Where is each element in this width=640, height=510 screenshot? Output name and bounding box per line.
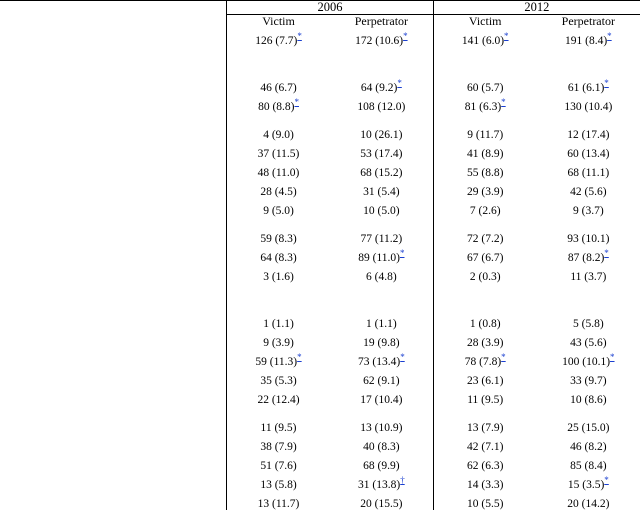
footnote-link[interactable]: * (501, 96, 506, 107)
significance-marker[interactable] (501, 352, 506, 362)
data-cell: 13 (10.9) (360, 421, 403, 434)
column-header-row (0, 15, 640, 28)
data-cell (227, 283, 330, 302)
row-label (0, 387, 227, 406)
data-cell: 59 (8.3) (227, 226, 330, 245)
spacer-cell (537, 302, 640, 311)
table-spacer-row (0, 113, 640, 122)
table-row (0, 311, 640, 330)
header-blank-cell (0, 15, 227, 28)
data-cell: 31 (13.8)† (358, 474, 405, 491)
data-cell: 11 (9.5) (227, 415, 330, 434)
data-cell: 35 (5.3) (227, 368, 330, 387)
data-cell: 43 (5.6) (570, 336, 607, 349)
table-head (0, 1, 640, 28)
row-label (0, 415, 227, 434)
footnote-link[interactable]: * (607, 30, 612, 41)
data-cell: 11 (3.7) (570, 270, 607, 283)
data-cell: 42 (5.6) (570, 185, 607, 198)
spacer-cell (537, 217, 640, 226)
data-cell: 126 (7.7)* (227, 28, 330, 47)
row-label (0, 245, 227, 264)
data-cell: 13 (5.8) (227, 472, 330, 491)
footnote-link[interactable]: * (501, 351, 506, 362)
row-label (0, 198, 227, 217)
table-row (0, 368, 640, 387)
data-cell: 22 (12.4) (227, 387, 330, 406)
data-cell: 38 (7.9) (227, 434, 330, 453)
spacer-cell (330, 113, 433, 122)
data-cell: 4 (9.0) (227, 122, 330, 141)
data-cell: 78 (7.8)* (433, 349, 536, 368)
spacer-cell (433, 302, 536, 311)
data-cell: 53 (17.4) (360, 147, 403, 160)
row-label (0, 226, 227, 245)
data-cell: 85 (8.4) (570, 459, 607, 472)
footnote-link[interactable]: * (294, 96, 299, 107)
footnote-link[interactable]: * (397, 77, 402, 88)
table-row (0, 226, 640, 245)
data-cell: 73 (13.4)* (358, 351, 405, 368)
data-cell: 46 (6.7) (227, 75, 330, 94)
row-label (0, 434, 227, 453)
spacer-cell (0, 406, 227, 415)
data-cell: 172 (10.6)* (355, 30, 408, 47)
column-header-victim-2012: Victim (433, 15, 536, 28)
data-cell: 11 (9.5) (433, 387, 536, 406)
significance-marker[interactable] (607, 31, 612, 41)
data-cell: 191 (8.4)* (564, 30, 612, 47)
significance-marker[interactable] (604, 248, 609, 258)
data-cell: 61 (6.1)* (567, 77, 609, 94)
column-header-perpetrator-2006: Perpetrator (354, 14, 409, 29)
data-cell: 87 (8.2)* (567, 247, 609, 264)
data-cell: 67 (6.7) (433, 245, 536, 264)
spacer-cell (537, 66, 640, 75)
table-row (0, 453, 640, 472)
data-cell: 42 (7.1) (433, 434, 536, 453)
table-row (0, 75, 640, 94)
row-label (0, 47, 227, 66)
column-header-perpetrator-2012: Perpetrator (561, 14, 615, 29)
data-cell (433, 283, 536, 302)
row-label (0, 453, 227, 472)
data-cell: 10 (8.6) (570, 393, 607, 406)
table-spacer-row (0, 217, 640, 226)
spacer-cell (433, 406, 536, 415)
data-cell: 28 (4.5) (227, 179, 330, 198)
data-cell: 60 (5.7) (433, 75, 536, 94)
spacer-cell (227, 406, 330, 415)
data-cell: 33 (9.7) (570, 374, 607, 387)
data-cell: 5 (5.8) (572, 317, 604, 330)
table-row (0, 179, 640, 198)
table-row (0, 141, 640, 160)
spacer-cell (330, 66, 433, 75)
data-cell: 20 (15.5) (360, 497, 403, 510)
footnote-link[interactable]: * (604, 247, 609, 258)
table-row (0, 283, 640, 302)
table-row (0, 198, 640, 217)
data-cell: 9 (11.7) (433, 122, 536, 141)
data-cell: 13 (11.7) (227, 491, 330, 510)
spacer-cell (433, 217, 536, 226)
table-row (0, 415, 640, 434)
row-label (0, 349, 227, 368)
table-spacer-row (0, 302, 640, 311)
data-cell (330, 283, 433, 302)
significance-marker[interactable] (400, 248, 405, 258)
data-cell: 17 (10.4) (360, 393, 403, 406)
data-cell: 48 (11.0) (227, 160, 330, 179)
spacer-cell (433, 113, 536, 122)
data-cell: 2 (0.3) (433, 264, 536, 283)
spacer-cell (227, 113, 330, 122)
spacer-cell (0, 217, 227, 226)
data-cell: 12 (17.4) (567, 128, 610, 141)
data-cell: 64 (8.3) (227, 245, 330, 264)
significance-marker[interactable] (294, 97, 299, 107)
data-cell: 29 (3.9) (433, 179, 536, 198)
table-row (0, 160, 640, 179)
table-row (0, 245, 640, 264)
data-cell: 68 (9.9) (363, 459, 400, 472)
data-cell: 9 (3.7) (572, 204, 604, 217)
footnote-link[interactable]: * (504, 30, 509, 41)
data-cell: 100 (10.1)* (562, 351, 615, 368)
table-row (0, 491, 640, 510)
data-cell: 46 (8.2) (570, 440, 607, 453)
row-label (0, 264, 227, 283)
data-cell: 62 (9.1) (363, 374, 400, 387)
table-row (0, 349, 640, 368)
footnote-link[interactable]: * (400, 351, 405, 362)
data-cell: 10 (5.0) (363, 204, 400, 217)
data-cell: 77 (11.2) (360, 232, 403, 245)
spacer-cell (0, 113, 227, 122)
row-label (0, 141, 227, 160)
spacer-cell (330, 217, 433, 226)
data-cell: 59 (11.3)* (227, 349, 330, 368)
data-cell: 68 (11.1) (567, 166, 610, 179)
data-cell: 62 (6.3) (433, 453, 536, 472)
column-header-victim-2006: Victim (227, 15, 330, 28)
footnote-link[interactable]: * (399, 247, 405, 258)
data-cell: 60 (13.4) (567, 147, 610, 160)
significance-marker[interactable] (501, 97, 506, 107)
data-cell (330, 47, 433, 66)
data-cell: 41 (8.9) (433, 141, 536, 160)
row-label (0, 283, 227, 302)
footnote-link[interactable]: * (297, 30, 302, 41)
data-cell (433, 47, 536, 66)
row-label (0, 160, 227, 179)
footnote-link[interactable]: * (604, 77, 609, 88)
data-cell: 13 (7.9) (433, 415, 536, 434)
table-row (0, 387, 640, 406)
table-row (0, 122, 640, 141)
significance-marker[interactable] (504, 31, 509, 41)
significance-marker[interactable] (604, 78, 609, 88)
data-cell: 108 (12.0) (357, 100, 406, 113)
spacer-cell (0, 302, 227, 311)
data-cell: 68 (15.2) (360, 166, 403, 179)
table-spacer-row (0, 66, 640, 75)
table-row (0, 330, 640, 349)
data-cell: 141 (6.0)* (433, 28, 536, 47)
data-cell: 1 (1.1) (366, 317, 397, 330)
row-label (0, 311, 227, 330)
data-cell: 55 (8.8) (433, 160, 536, 179)
data-cell: 10 (5.5) (433, 491, 536, 510)
data-cell: 6 (4.8) (366, 270, 397, 283)
data-cell: 31 (5.4) (363, 185, 400, 198)
table-body (0, 28, 640, 510)
row-label (0, 122, 227, 141)
spacer-cell (537, 113, 640, 122)
data-cell: 89 (11.0)* (358, 247, 405, 264)
spacer-cell (227, 66, 330, 75)
data-cell: 64 (9.2)* (360, 77, 402, 94)
footnote-link[interactable]: * (610, 351, 615, 362)
significance-marker[interactable] (297, 31, 302, 41)
data-cell: 9 (3.9) (227, 330, 330, 349)
row-label (0, 330, 227, 349)
significance-marker[interactable] (297, 352, 302, 362)
year-header-row (0, 1, 640, 15)
footnote-link[interactable]: * (604, 474, 609, 485)
data-cell: 14 (3.3) (433, 472, 536, 491)
data-cell: 81 (6.3)* (433, 94, 536, 113)
row-label (0, 179, 227, 198)
data-cell (537, 283, 640, 302)
significance-marker[interactable] (400, 475, 405, 485)
table-spacer-row (0, 406, 640, 415)
data-cell: 20 (14.2) (567, 497, 610, 510)
significance-marker[interactable] (610, 352, 615, 362)
data-cell: 80 (8.8)* (227, 94, 330, 113)
spacer-cell (330, 302, 433, 311)
data-cell: 9 (5.0) (227, 198, 330, 217)
footnote-link[interactable]: † (400, 474, 405, 485)
spacer-cell (227, 217, 330, 226)
header-corner-cell (0, 1, 227, 15)
data-cell: 28 (3.9) (433, 330, 536, 349)
data-cell: 3 (1.6) (227, 264, 330, 283)
table-row (0, 434, 640, 453)
data-cell (227, 47, 330, 66)
row-label (0, 94, 227, 113)
spacer-cell (537, 406, 640, 415)
significance-marker[interactable] (403, 31, 408, 41)
row-label (0, 491, 227, 510)
table-row (0, 28, 640, 47)
footnote-link[interactable]: * (403, 30, 408, 41)
data-cell: 23 (6.1) (433, 368, 536, 387)
spacer-cell (0, 66, 227, 75)
data-cell (537, 47, 640, 66)
row-label (0, 472, 227, 491)
data-cell: 1 (0.8) (433, 311, 536, 330)
data-cell: 51 (7.6) (227, 453, 330, 472)
spacer-cell (433, 66, 536, 75)
table-row (0, 47, 640, 66)
data-cell: 130 (10.4) (564, 100, 613, 113)
table-row (0, 94, 640, 113)
year-header-2006: 2006 (227, 1, 434, 15)
year-header-2012: 2012 (433, 1, 640, 15)
data-cell: 25 (15.0) (567, 421, 610, 434)
spacer-cell (330, 406, 433, 415)
data-cell: 40 (8.3) (363, 440, 400, 453)
data-cell: 37 (11.5) (227, 141, 330, 160)
data-cell: 72 (7.2) (433, 226, 536, 245)
spacer-cell (227, 302, 330, 311)
data-cell: 1 (1.1) (227, 311, 330, 330)
data-cell: 15 (3.5)* (567, 474, 609, 491)
significance-marker[interactable] (400, 352, 405, 362)
data-cell: 19 (9.8) (363, 336, 400, 349)
row-label (0, 368, 227, 387)
data-cell: 10 (26.1) (360, 128, 403, 141)
row-label (0, 28, 227, 47)
data-cell: 7 (2.6) (433, 198, 536, 217)
significance-marker[interactable] (397, 78, 402, 88)
data-cell: 93 (10.1) (567, 232, 610, 245)
footnote-link[interactable]: * (297, 351, 302, 362)
table-row (0, 472, 640, 491)
significance-marker[interactable] (604, 475, 609, 485)
row-label (0, 75, 227, 94)
table-row (0, 264, 640, 283)
